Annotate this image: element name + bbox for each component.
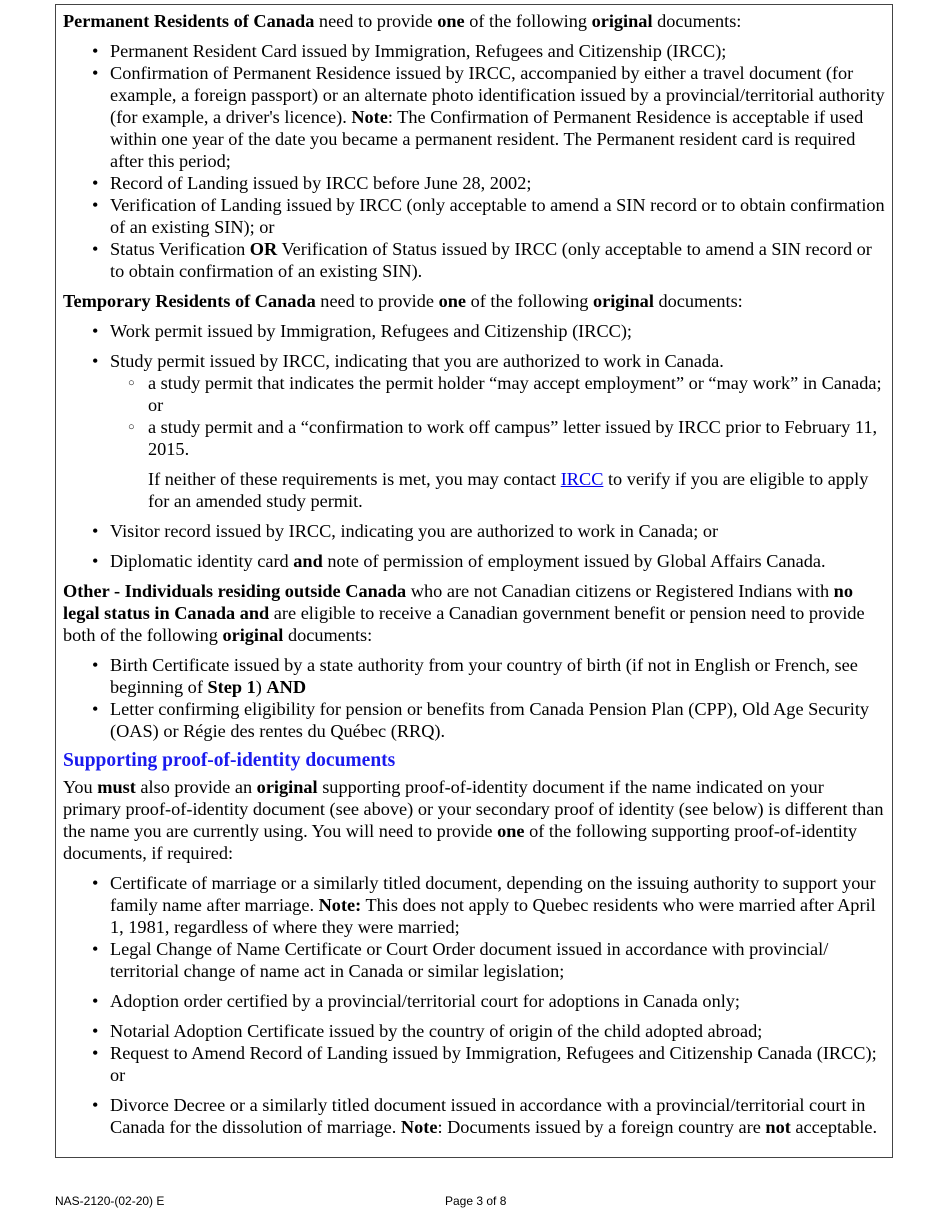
bold-text: not bbox=[765, 1117, 791, 1137]
text: need to provide bbox=[314, 11, 438, 31]
paragraph bbox=[63, 776, 886, 864]
text: Verification of Status issued by IRCC (only acceptable to amend a SIN record or to obtain confirmation of an existing SIN). bbox=[110, 239, 872, 281]
bold-text: OR bbox=[249, 239, 278, 259]
list-item bbox=[110, 1094, 886, 1138]
sub-list-item bbox=[148, 372, 886, 416]
bold-text: and bbox=[293, 551, 323, 571]
text: Certificate of marriage or a similarly titled document, depending on the issuing authority to support your family name after marriage. bbox=[110, 873, 876, 915]
text: Divorce Decree or a similarly titled document issued in accordance with a provincial/territorial court in Canada for the dissolution of marriage. bbox=[110, 1095, 866, 1137]
bold-text: original bbox=[256, 777, 318, 797]
text: : Documents issued by a foreign country are bbox=[437, 1117, 766, 1137]
list-item bbox=[110, 698, 886, 742]
bold-text: no legal status in Canada and bbox=[63, 581, 853, 623]
list-item bbox=[110, 654, 886, 698]
text: Adoption order certified by a provincial/territorial court for adoptions in Canada only; bbox=[110, 991, 741, 1011]
text: : The Confirmation of Permanent Residence is acceptable if used within one year of the date you became a permanent resident. The Permanent resident card is required after this period; bbox=[110, 107, 864, 171]
text: This does not apply to Quebec residents who were married after April 1, 1981, regardless of where they were married; bbox=[110, 895, 876, 937]
text: Visitor record issued by IRCC, indicating you are authorized to work in Canada; or bbox=[110, 521, 719, 541]
list-item bbox=[110, 238, 886, 282]
bullet-list bbox=[63, 40, 886, 282]
bold-text: must bbox=[97, 777, 136, 797]
text: who are not Canadian citizens or Registered Indians with bbox=[406, 581, 834, 601]
bold-text: Note bbox=[351, 107, 388, 127]
bold-text: original bbox=[591, 11, 653, 31]
bold-text: Note: bbox=[318, 895, 362, 915]
form-code: NAS-2120-(02-20) E bbox=[55, 1194, 165, 1208]
paragraph bbox=[63, 580, 886, 646]
text: documents: bbox=[283, 625, 373, 645]
text: Letter confirming eligibility for pension or benefits from Canada Pension Plan (CPP), Old Age Security (OAS) or Régie des rentes du Québec (RRQ). bbox=[110, 699, 870, 741]
bold-text: one bbox=[497, 821, 525, 841]
text: Verification of Landing issued by IRCC (only acceptable to amend a SIN record or to obtain confirmation of an existing SIN); or bbox=[110, 195, 885, 237]
text: supporting proof-of-identity document if the name indicated on your primary proof-of-identity document (see above) or your secondary proof of identity (see below) is different than the name you are currently using. You will need to provide bbox=[63, 777, 884, 841]
text: Diplomatic identity card bbox=[110, 551, 294, 571]
text: also provide an bbox=[135, 777, 257, 797]
text: If neither of these requirements is met, you may contact bbox=[148, 469, 561, 489]
ircc-link[interactable]: IRCC bbox=[560, 469, 604, 489]
paragraph bbox=[63, 290, 886, 312]
paragraph bbox=[63, 10, 886, 32]
text: Permanent Resident Card issued by Immigration, Refugees and Citizenship (IRCC); bbox=[110, 41, 727, 61]
list-item bbox=[110, 194, 886, 238]
sub-list-item bbox=[148, 416, 886, 460]
list-item bbox=[110, 520, 886, 542]
list-item bbox=[110, 990, 886, 1012]
text: of the following bbox=[464, 11, 592, 31]
list-item bbox=[110, 40, 886, 62]
list-item bbox=[110, 350, 886, 512]
text: You bbox=[63, 777, 98, 797]
text: a study permit and a “confirmation to work off campus” letter issued by IRCC prior to February 11, 2015. bbox=[148, 417, 878, 459]
text: Supporting proof-of-identity documents bbox=[63, 750, 396, 771]
text: Notarial Adoption Certificate issued by the country of origin of the child adopted abroad; bbox=[110, 1021, 763, 1041]
text: Birth Certificate issued by a state authority from your country of birth (if not in English or French, see beginning of bbox=[110, 655, 858, 697]
text: Study permit issued by IRCC, indicating that you are authorized to work in Canada. bbox=[110, 351, 724, 371]
text: need to provide bbox=[315, 291, 439, 311]
bold-text: Permanent Residents of Canada bbox=[63, 11, 315, 31]
text: Status Verification bbox=[110, 239, 250, 259]
list-item bbox=[110, 872, 886, 938]
text: of the following bbox=[466, 291, 593, 311]
sub-list bbox=[110, 372, 886, 460]
text: documents: bbox=[652, 11, 742, 31]
bold-text: one bbox=[437, 11, 465, 31]
bold-text: Note bbox=[400, 1117, 438, 1137]
text: to verify if you are eligible to apply for an amended study permit. bbox=[148, 469, 869, 511]
text: ) bbox=[255, 677, 267, 697]
note-paragraph bbox=[148, 468, 886, 512]
document-content-box bbox=[55, 4, 893, 1158]
list-item bbox=[110, 1042, 886, 1086]
text: acceptable. bbox=[790, 1117, 878, 1137]
text: a study permit that indicates the permit holder “may accept employment” or “may work” in Canada; or bbox=[148, 373, 882, 415]
text: are eligible to receive a Canadian government benefit or pension need to provide both of the following bbox=[63, 603, 865, 645]
list-item bbox=[110, 172, 886, 194]
section-heading bbox=[63, 750, 886, 772]
bold-text: original bbox=[222, 625, 284, 645]
text: documents: bbox=[653, 291, 743, 311]
page-number: Page 3 of 8 bbox=[445, 1194, 507, 1208]
list-item bbox=[110, 550, 886, 572]
list-item bbox=[110, 1020, 886, 1042]
bold-text: original bbox=[592, 291, 654, 311]
list-item bbox=[110, 320, 886, 342]
text: Confirmation of Permanent Residence issued by IRCC, accompanied by either a travel document (for example, a foreign passport) or an alternate photo identification issued by a provincial/territorial authority (for example, a driver's licence). bbox=[110, 63, 885, 127]
bold-text: one bbox=[438, 291, 467, 311]
bullet-list bbox=[63, 872, 886, 1138]
bold-text: Temporary Residents of Canada bbox=[63, 291, 316, 311]
text: Legal Change of Name Certificate or Court Order document issued in accordance with provincial/ territorial change of name act in Canada or similar legislation; bbox=[110, 939, 829, 981]
list-item bbox=[110, 62, 886, 172]
bold-text: Step 1 bbox=[207, 677, 256, 697]
bullet-list bbox=[63, 654, 886, 742]
text: Request to Amend Record of Landing issued by Immigration, Refugees and Citizenship Canada (IRCC); or bbox=[110, 1043, 877, 1085]
text: note of permission of employment issued by Global Affairs Canada. bbox=[322, 551, 826, 571]
bold-text: AND bbox=[266, 677, 307, 697]
bullet-list bbox=[63, 320, 886, 572]
list-item bbox=[110, 938, 886, 982]
text: of the following supporting proof-of-identity documents, if required: bbox=[63, 821, 858, 863]
text: Work permit issued by Immigration, Refugees and Citizenship (IRCC); bbox=[110, 321, 632, 341]
text: Record of Landing issued by IRCC before June 28, 2002; bbox=[110, 173, 532, 193]
bold-text: Other - Individuals residing outside Canada bbox=[63, 581, 407, 601]
